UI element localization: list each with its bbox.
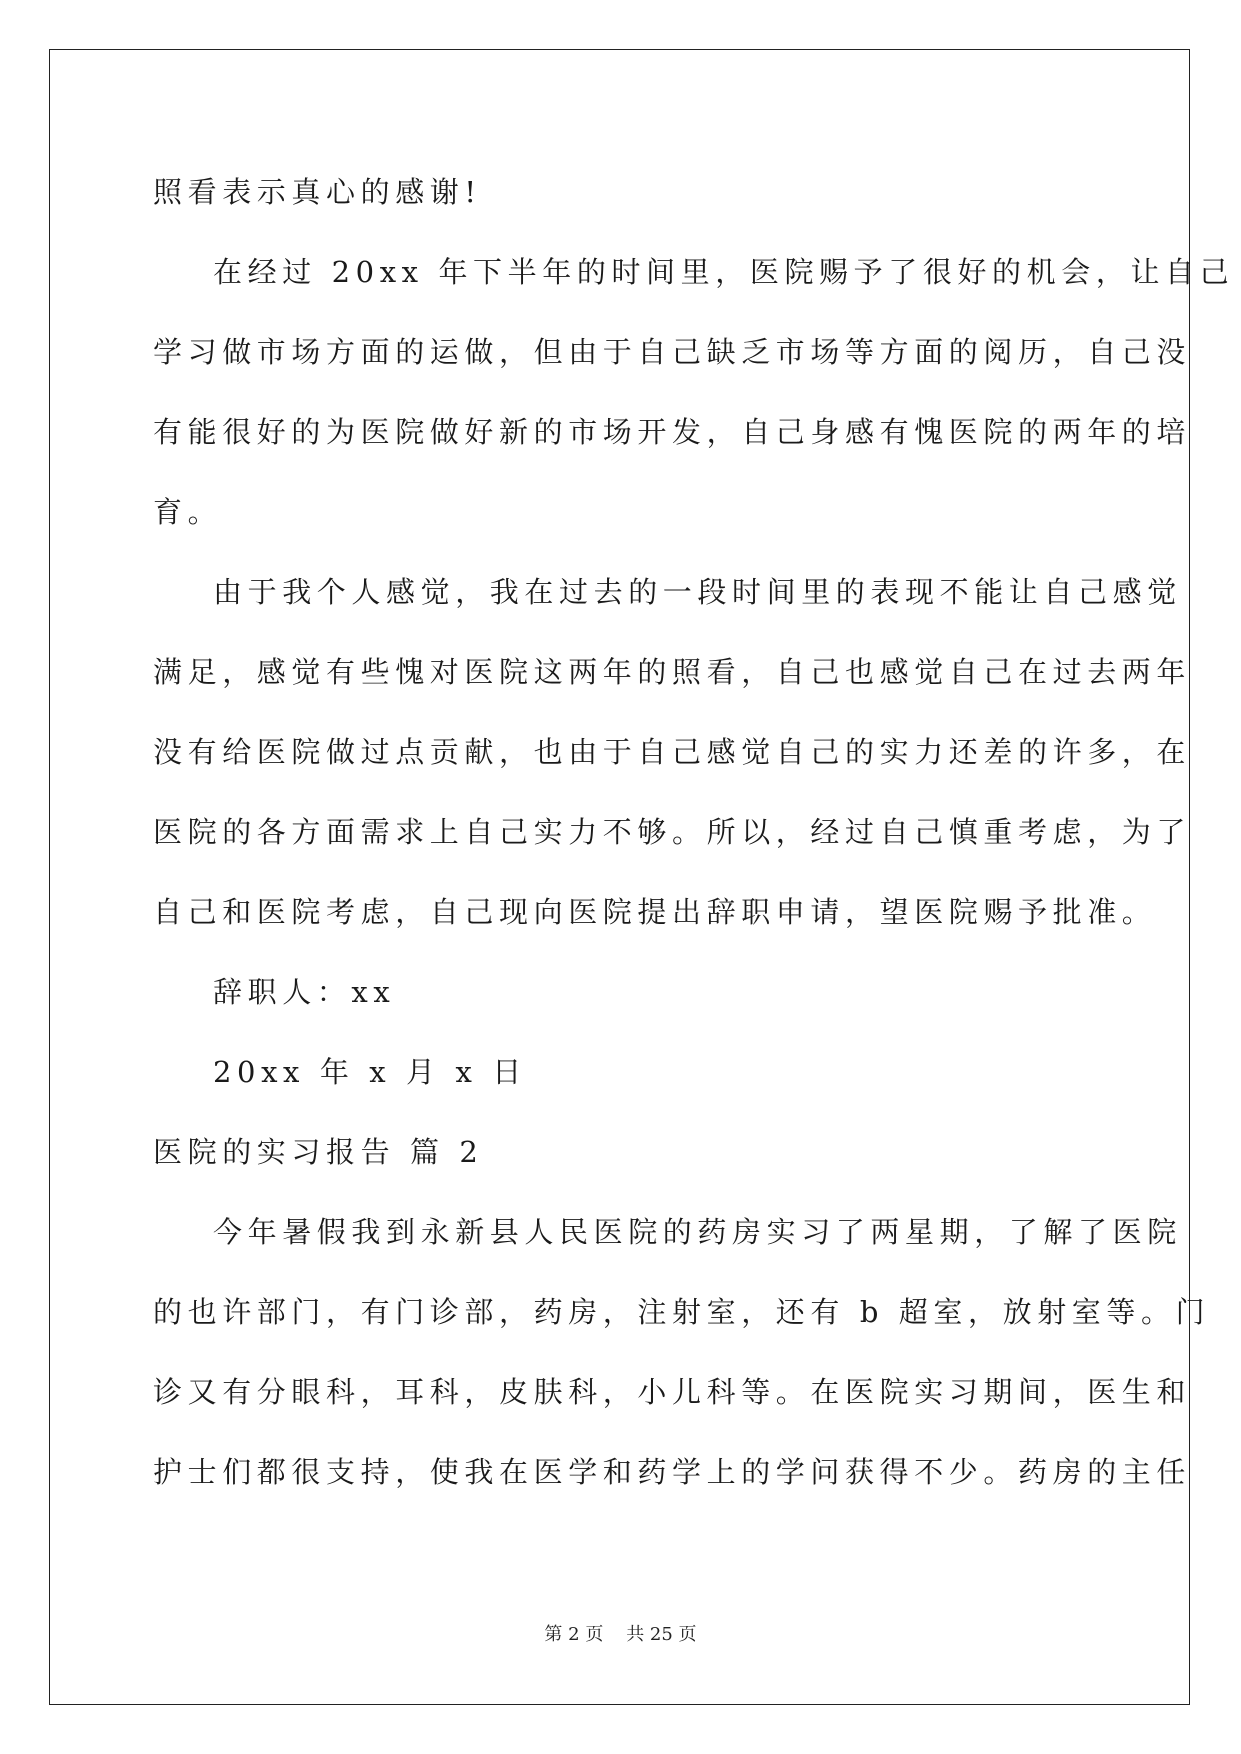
section-heading: 医院的实习报告 篇 2 [153, 1135, 484, 1169]
paragraph-start: 在经过 20xx 年下半年的时间里，医院赐予了很好的机会，让自己 [213, 255, 1235, 289]
text-line: 的也许部门，有门诊部，药房，注射室，还有 b 超室，放射室等。门 [153, 1295, 1211, 1329]
text-line: 护士们都很支持，使我在医学和药学上的学问获得不少。药房的主任 [153, 1455, 1192, 1489]
text-line: 学习做市场方面的运做，但由于自己缺乏市场等方面的阅历，自己没 [153, 335, 1192, 369]
text-line: 没有给医院做过点贡献，也由于自己感觉自己的实力还差的许多，在 [153, 735, 1192, 769]
paragraph-start: 今年暑假我到永新县人民医院的药房实习了两星期，了解了医院 [213, 1215, 1182, 1249]
text-line: 满足，感觉有些愧对医院这两年的照看，自己也感觉自己在过去两年 [153, 655, 1192, 689]
date-line: 20xx 年 x 月 x 日 [213, 1055, 527, 1089]
text-line: 有能很好的为医院做好新的市场开发，自己身感有愧医院的两年的培 [153, 415, 1192, 449]
text-line: 诊又有分眼科，耳科，皮肤科，小儿科等。在医院实习期间，医生和 [153, 1375, 1192, 1409]
text-line: 照看表示真心的感谢! [153, 175, 482, 209]
page-number-footer: 第 2 页 共 25 页 [544, 1624, 697, 1645]
text-line: 医院的各方面需求上自己实力不够。所以，经过自己慎重考虑，为了 [153, 815, 1192, 849]
signature-line: 辞职人：xx [213, 975, 396, 1009]
text-line: 自己和医院考虑，自己现向医院提出辞职申请，望医院赐予批准。 [153, 895, 1157, 929]
text-line: 育。 [153, 495, 223, 529]
paragraph-start: 由于我个人感觉，我在过去的一段时间里的表现不能让自己感觉 [213, 575, 1182, 609]
